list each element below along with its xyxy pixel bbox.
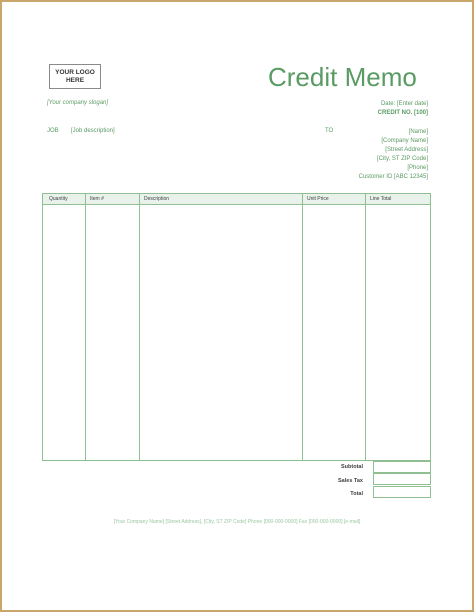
company-slogan[interactable]: [Your company slogan] bbox=[47, 100, 109, 106]
recipient-name-field[interactable]: [Name] bbox=[408, 129, 428, 135]
logo-line-1: YOUR LOGO bbox=[55, 68, 95, 76]
date-credit-block bbox=[268, 100, 428, 118]
logo-placeholder[interactable] bbox=[49, 64, 101, 89]
column-header-unit-price: Unit Price bbox=[307, 196, 329, 202]
sales-tax-cell[interactable] bbox=[373, 473, 431, 485]
line-items-table[interactable] bbox=[42, 193, 431, 461]
credit-number-field[interactable]: CREDIT NO. [100] bbox=[377, 110, 428, 116]
to-label: TO bbox=[325, 128, 334, 134]
subtotal-cell[interactable] bbox=[373, 461, 431, 473]
logo-line-2: HERE bbox=[65, 76, 85, 84]
recipient-phone-field[interactable]: [Phone] bbox=[407, 165, 428, 171]
job-label: JOB bbox=[47, 128, 59, 134]
recipient-company-field[interactable]: [Company Name] bbox=[381, 138, 428, 144]
column-header-quantity: Quantity bbox=[49, 196, 68, 202]
recipient-address-block bbox=[268, 128, 428, 182]
footer-contact-line: [Your Company Name] [Street Address], [City, ST ZIP Code] Phone [000-000-0000] Fax [000-000-0000] [e-mail] bbox=[113, 519, 361, 525]
column-header-line-total: Line Total bbox=[370, 196, 392, 202]
customer-id-field[interactable]: Customer ID [ABC 12345] bbox=[358, 174, 428, 180]
column-divider bbox=[139, 194, 140, 460]
job-description-field[interactable]: [Job description] bbox=[71, 128, 115, 134]
column-header-description: Description bbox=[144, 196, 170, 202]
column-divider bbox=[85, 194, 86, 460]
column-divider bbox=[365, 194, 366, 460]
recipient-city-field[interactable]: [City, ST ZIP Code] bbox=[376, 156, 428, 162]
document-title: Credit Memo bbox=[268, 62, 417, 92]
total-label: Total bbox=[350, 491, 363, 497]
total-cell[interactable] bbox=[373, 486, 431, 498]
date-field[interactable]: Date: [Enter date] bbox=[380, 101, 428, 107]
recipient-street-field[interactable]: [Street Address] bbox=[385, 147, 428, 153]
column-divider bbox=[302, 194, 303, 460]
sales-tax-label: Sales Tax bbox=[338, 478, 363, 484]
subtotal-label: Subtotal bbox=[341, 464, 363, 470]
column-header-item: Item # bbox=[90, 196, 104, 202]
